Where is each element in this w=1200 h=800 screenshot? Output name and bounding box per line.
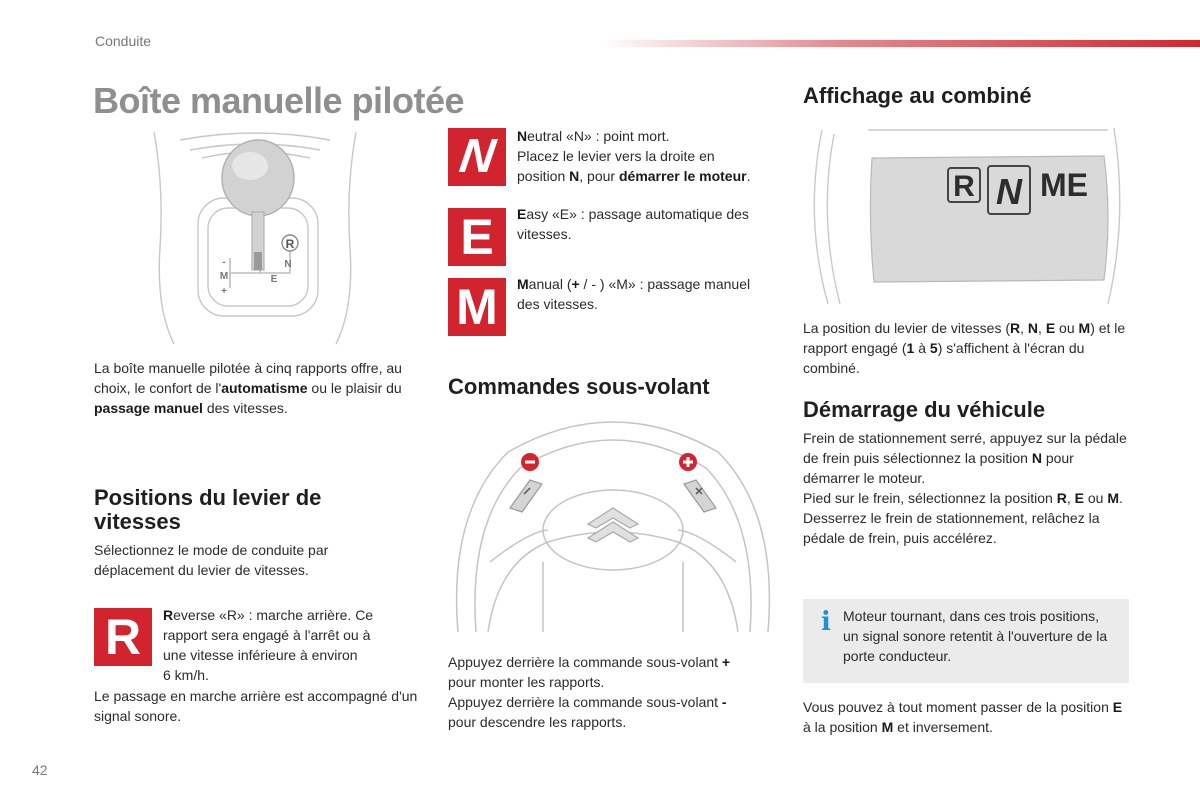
- display-text: La position du levier de vitesses (: [803, 320, 1010, 336]
- neutral-first-letter: N: [517, 128, 528, 144]
- header-accent-bar: [600, 40, 1200, 47]
- display-description: [803, 318, 1133, 378]
- neutral-badge-letter: N: [456, 130, 499, 183]
- reverse-description: [163, 605, 423, 685]
- intro-paragraph: [94, 358, 424, 418]
- reverse-badge-letter: R: [104, 609, 142, 665]
- section-label: Conduite: [95, 33, 152, 49]
- start-text-a: Frein de stationnement serré, appuyez sur la pédale de frein puis sélectionnez la position: [803, 430, 1127, 466]
- neutral-line2: Placez le levier vers la droite en: [517, 148, 715, 164]
- intro-text: des vitesses.: [202, 400, 288, 416]
- start-bold-m: M: [1107, 490, 1119, 506]
- manual-bold-plus: +: [571, 276, 580, 292]
- lever-label-r: R: [285, 237, 295, 251]
- easy-badge: [448, 208, 506, 266]
- minus-icon: [521, 453, 539, 471]
- start-text-b: ou: [1083, 490, 1108, 506]
- manual-badge-letter: M: [456, 279, 498, 335]
- start-heading: Démarrage du véhicule: [803, 397, 1046, 422]
- info-icon: i: [821, 607, 831, 637]
- steering-line4: pour descendre les rapports.: [448, 714, 627, 730]
- steering-bold-plus: +: [721, 654, 731, 670]
- neutral-badge: [448, 128, 506, 186]
- lever-label-m: M: [219, 271, 229, 282]
- switch-bold-m: M: [881, 719, 894, 735]
- switch-text: Vous pouvez à tout moment passer de la position: [803, 699, 1113, 715]
- easy-badge-letter: E: [460, 209, 494, 265]
- switch-text: à la position: [803, 719, 882, 735]
- display-text: ,: [1020, 320, 1028, 336]
- positions-heading-line2: vitesses: [94, 509, 181, 534]
- manual-line1: / - ) «M» : passage manuel: [579, 276, 751, 292]
- easy-first-letter: E: [517, 206, 527, 222]
- lever-label-n: N: [284, 259, 292, 270]
- reverse-badge: [94, 608, 152, 666]
- gear-lever-illustration: [150, 128, 362, 346]
- neutral-line3: , pour: [579, 168, 619, 184]
- neutral-line1: eutral «N» : point mort.: [527, 128, 670, 144]
- page-number: 42: [32, 762, 48, 778]
- manual-first-letter: M: [517, 276, 529, 292]
- steering-line2: pour monter les rapports.: [448, 674, 605, 690]
- display-text: ) et le rapport engagé (: [803, 320, 1126, 356]
- neutral-bold-n: N: [569, 168, 580, 184]
- steering-description: [448, 652, 778, 732]
- display-bold-1: 1: [906, 340, 915, 356]
- switch-note: [803, 697, 1123, 737]
- reverse-first-letter: R: [163, 607, 174, 623]
- display-bold-5: 5: [929, 340, 938, 356]
- display-text: ou: [1055, 320, 1079, 336]
- lever-label-plus: +: [221, 286, 227, 297]
- manual-badge: [448, 278, 506, 336]
- page-title: Boîte manuelle pilotée: [93, 80, 465, 121]
- reverse-text-line2: rapport sera engagé à l'arrêt ou à: [163, 627, 371, 643]
- steering-wheel-illustration: [448, 412, 778, 634]
- switch-text: et inversement.: [893, 719, 993, 735]
- intro-bold-manual: passage manuel: [94, 400, 203, 416]
- positions-text: Sélectionnez le mode de conduite par déplacement du levier de vitesses.: [94, 542, 329, 578]
- neutral-bold-start: démarrer le moteur: [618, 168, 747, 184]
- reverse-note: Le passage en marche arrière est accompagné d'un signal sonore.: [94, 688, 418, 724]
- neutral-description: [517, 126, 787, 186]
- display-bold-n: N: [1027, 320, 1039, 336]
- plus-icon: [679, 453, 697, 471]
- start-bold-e: E: [1074, 490, 1084, 506]
- positions-heading-line1: Positions du levier de: [94, 485, 322, 510]
- easy-line1: asy «E» : passage automatique des: [526, 206, 749, 222]
- reverse-text-line3: une vitesse inférieure à environ: [163, 647, 358, 663]
- start-text-b: ,: [1066, 490, 1075, 506]
- start-bold-r: R: [1056, 490, 1067, 506]
- switch-bold-e: E: [1112, 699, 1123, 715]
- manual-line1: anual (: [528, 276, 572, 292]
- display-bold-r: R: [1010, 320, 1021, 336]
- manual-description: [517, 274, 787, 314]
- start-text-b: .: [1118, 490, 1123, 506]
- start-text-a: pour démarrer le moteur.: [803, 450, 1074, 486]
- intro-text: ou le plaisir du: [307, 380, 402, 396]
- intro-text: La boîte manuelle pilotée à cinq rapports offre, au choix, le confort de l': [94, 360, 402, 396]
- instrument-cluster-illustration: [808, 128, 1130, 306]
- start-text-b: Pied sur le frein, sélectionnez la position: [803, 490, 1057, 506]
- easy-line2: vitesses.: [517, 226, 572, 242]
- steering-line3: Appuyez derrière la commande sous-volant: [448, 694, 722, 710]
- lcd-letter-n: N: [996, 171, 1022, 212]
- display-bold-e: E: [1045, 320, 1056, 336]
- display-bold-m: M: [1078, 320, 1091, 336]
- positions-heading: [94, 486, 424, 534]
- steering-bold-minus: -: [721, 694, 727, 710]
- display-text: ) s'affichent à l'écran du combiné.: [803, 340, 1085, 376]
- easy-description: [517, 204, 787, 244]
- neutral-line3: position: [517, 168, 570, 184]
- start-description: [803, 428, 1128, 548]
- display-heading: Affichage au combiné: [803, 83, 1032, 108]
- intro-bold-automatism: automatisme: [221, 380, 308, 396]
- steering-heading: Commandes sous-volant: [448, 374, 710, 399]
- reverse-text-line1: everse «R» : marche arrière. Ce: [173, 607, 374, 623]
- lever-label-minus: -: [222, 257, 226, 268]
- lcd-letter-r: R: [953, 170, 975, 203]
- start-bold-n: N: [1031, 450, 1042, 466]
- info-text: Moteur tournant, dans ces trois positions, un signal sonore retentit à l'ouverture de la porte conducteur.: [843, 608, 1108, 664]
- display-text: ,: [1038, 320, 1046, 336]
- lcd-letters-me: ME: [1040, 167, 1088, 203]
- reverse-text-line4: 6 km/h.: [163, 667, 209, 683]
- manual-line2: des vitesses.: [517, 296, 598, 312]
- steering-line1: Appuyez derrière la commande sous-volant: [448, 654, 722, 670]
- display-text: à: [914, 340, 930, 356]
- lever-label-e: E: [270, 274, 278, 285]
- start-text-c: Desserrez le frein de stationnement, relâchez la pédale de frein, puis accélérez.: [803, 510, 1100, 546]
- neutral-line3: .: [746, 168, 751, 184]
